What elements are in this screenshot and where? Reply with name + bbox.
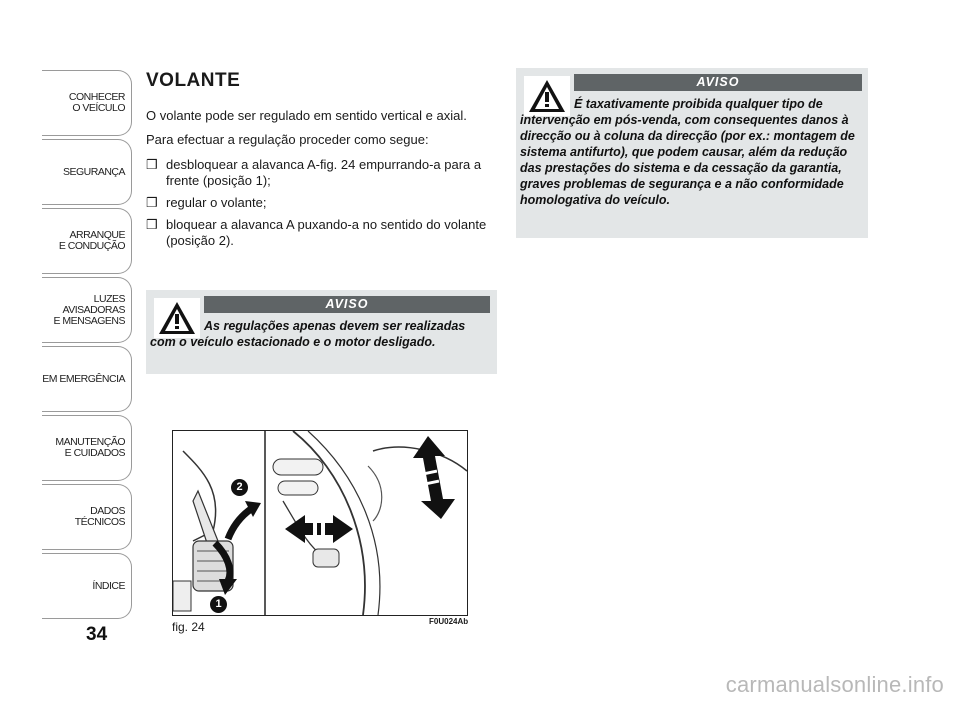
warning-heading: AVISO — [574, 74, 862, 91]
bullet-icon: ❒ — [146, 217, 158, 232]
intro-paragraph: O volante pode ser regulado em sentido vertical e axial. — [146, 108, 467, 123]
tab-arranque-e-conducao[interactable]: ARRANQUE E CONDUÇÃO — [42, 208, 132, 274]
bullet-icon: ❒ — [146, 195, 158, 210]
tab-luzes-avisadoras[interactable]: LUZES AVISADORAS E MENSAGENS — [42, 277, 132, 343]
figure-steering-adjustment — [172, 430, 468, 616]
list-item — [146, 217, 496, 249]
tab-em-emergencia[interactable]: EM EMERGÊNCIA — [42, 346, 132, 412]
section-title: VOLANTE — [146, 70, 241, 91]
step-text: desbloquear a alavanca A-fig. 24 empurrando-a para a frente (posição 1); — [166, 157, 482, 188]
list-item — [146, 157, 496, 189]
step-text: regular o volante; — [166, 195, 267, 210]
warning-text: As regulações apenas devem ser realizadas com o veículo estacionado e o motor desligado. — [150, 319, 466, 349]
steps-list — [146, 157, 496, 255]
warning-box-right — [516, 68, 868, 238]
warning-box-left — [146, 290, 497, 374]
warning-text: É taxativamente proibida qualquer tipo de intervenção em pós-venda, com consequentes danos à direcção ou à coluna da direcção (por ex.: montagem de sistema antifurto), que podem causar, além da redução das prestações do sistema e da cessação da garantia, graves problemas de segurança e a não conformidade homologativa do veículo. — [520, 97, 855, 207]
figure-caption: fig. 24 — [172, 620, 205, 634]
tab-dados-tecnicos[interactable]: DADOS TÉCNICOS — [42, 484, 132, 550]
warning-heading: AVISO — [204, 296, 490, 313]
tab-conhecer-o-veiculo[interactable]: CONHECER O VEÍCULO — [42, 70, 132, 136]
bullet-icon: ❒ — [146, 157, 158, 172]
instruction-paragraph: Para efectuar a regulação proceder como segue: — [146, 132, 429, 147]
tab-indice[interactable]: ÍNDICE — [42, 553, 132, 619]
watermark: carmanualsonline.info — [725, 672, 944, 697]
list-item — [146, 195, 496, 211]
figure-code: F0U024Ab — [429, 617, 469, 626]
position-marker-1: 1 — [210, 596, 227, 613]
step-text: bloquear a alavanca A puxando-a no sentido do volante (posição 2). — [166, 217, 487, 248]
tab-seguranca[interactable]: SEGURANÇA — [42, 139, 132, 205]
position-marker-2: 2 — [231, 479, 248, 496]
tab-manutencao-e-cuidados[interactable]: MANUTENÇÃO E CUIDADOS — [42, 415, 132, 481]
page-number: 34 — [86, 624, 108, 645]
steering-illustration — [173, 431, 467, 615]
